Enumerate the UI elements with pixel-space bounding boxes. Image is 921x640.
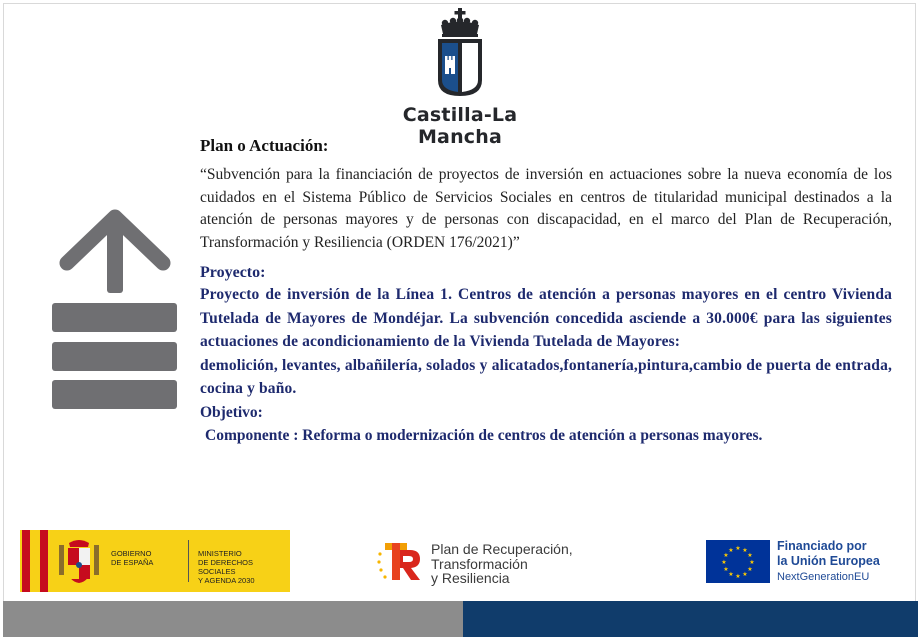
prtr-mark-icon (376, 540, 424, 584)
svg-text:★: ★ (728, 547, 734, 554)
gobierno-espana-logo (20, 530, 290, 592)
spain-flag-icon (20, 530, 48, 592)
svg-text:★: ★ (728, 571, 734, 578)
objetivo-text: Componente : Reforma o modernización de centros de atención a personas mayores. (205, 426, 763, 444)
svg-text:★: ★ (742, 571, 748, 578)
gobierno-divider (188, 540, 189, 582)
main-content (200, 136, 892, 448)
logo-wordmark: Castilla-La Mancha (402, 104, 518, 148)
proyecto-description: Proyecto de inversión de la Línea 1. Centros de atención a personas mayores en el centro Vivienda Tutelada de Mayores de Mondéjar. La subvención concedida asciende a 30.000€ para las siguientes actuaciones de acondicionamiento de la Vivienda Tutelada de Mayores: (200, 286, 892, 350)
svg-text:★: ★ (723, 552, 729, 559)
crowned-castle-shield-icon (435, 8, 485, 100)
svg-text:★: ★ (721, 559, 727, 566)
plan-heading: Plan o Actuación: (200, 136, 329, 155)
upload-icon (50, 205, 180, 410)
footer-bar-grey (3, 601, 463, 637)
coat-of-arms-icon (55, 537, 103, 585)
eu-funding-text: Financiado por la Unión Europea (777, 539, 880, 568)
svg-text:★: ★ (749, 559, 755, 566)
svg-text:★: ★ (742, 547, 748, 554)
svg-text:★: ★ (747, 566, 753, 573)
svg-text:★: ★ (735, 545, 741, 552)
ministerio-text: MINISTERIO DE DERECHOS SOCIALES Y AGENDA 2030 (198, 549, 255, 585)
eu-funding-logo (706, 540, 906, 588)
plan-recuperacion-logo (376, 538, 596, 588)
next-generation-eu-text: NextGenerationEU (777, 571, 870, 583)
plan-recuperacion-text: Plan de Recuperación, Transformación y Resiliencia (431, 541, 573, 586)
plan-text: “Subvención para la financiación de proyectos de inversión en actuaciones sobre la nueva economía de los cuidados en el Sistema Público de Servicios Sociales en centros de titularidad municipal destinados a la atención de personas mayores y de personas con discapacidad, en el marco del Plan de Recuperación, Transformación y Resiliencia (ORDEN 176/2021)” (200, 166, 892, 251)
eu-flag-icon (706, 540, 770, 583)
proyecto-actions: demolición, levantes, albañilería, solados y alicatados,fontanería,pintura,cambio de puerta de entrada, cocina y baño. (200, 356, 892, 397)
svg-text:★: ★ (723, 566, 729, 573)
footer-bar-blue (463, 601, 918, 637)
svg-text:★: ★ (735, 573, 741, 580)
proyecto-heading: Proyecto: (200, 264, 266, 281)
castilla-la-mancha-logo (368, 8, 552, 148)
gobierno-text: GOBIERNO DE ESPAÑA (111, 549, 154, 567)
objetivo-heading: Objetivo: (200, 403, 263, 421)
svg-text:★: ★ (747, 552, 753, 559)
